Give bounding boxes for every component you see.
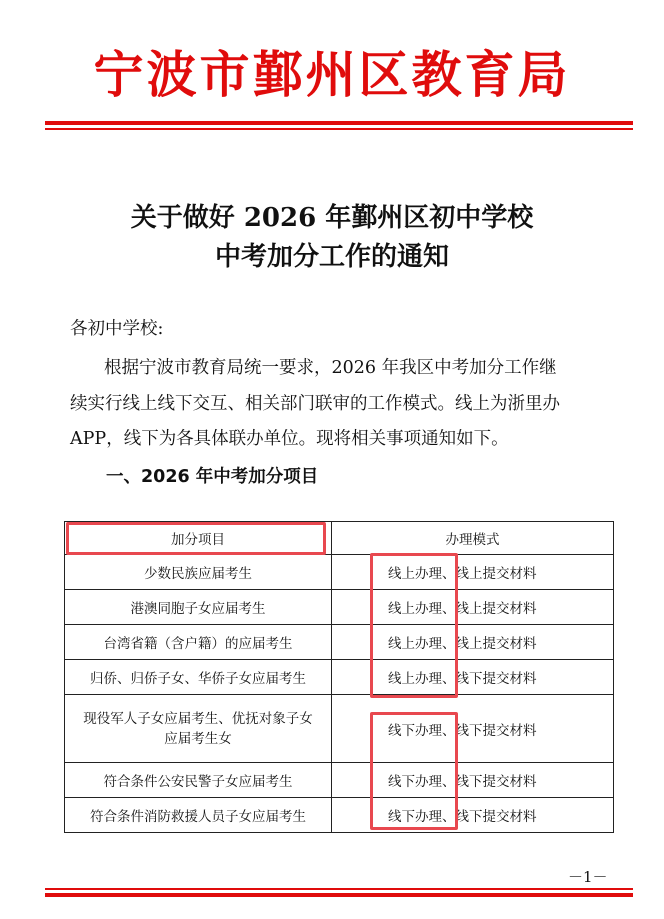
mode-materials: 、线上提交材料	[442, 636, 537, 652]
paragraph-line: 根据宁波市教育局统一要求，2026 年我区中考加分工作继	[104, 358, 557, 378]
mode-handling: 线下办理	[388, 722, 442, 739]
highlight-offline-box	[370, 712, 458, 830]
footer-rule-thick	[45, 893, 633, 897]
letterhead-title: 宁波市鄞州区教育局	[93, 45, 571, 104]
mode-materials: 、线上提交材料	[442, 566, 537, 582]
table-row	[65, 695, 614, 763]
table-row	[65, 798, 614, 833]
table-row	[65, 763, 614, 798]
item-cell: 符合条件公安民警子女应届考生	[65, 763, 332, 798]
item-cell: 港澳同胞子女应届考生	[65, 590, 332, 625]
section-heading: 一、2026 年中考加分项目	[106, 467, 319, 487]
column-header-item: 加分项目	[65, 522, 332, 555]
mode-materials: 、线下提交材料	[442, 774, 537, 790]
letterhead-rule-thick	[45, 121, 633, 125]
table-row	[65, 555, 614, 590]
document-title-line2: 中考加分工作的通知	[214, 242, 449, 272]
mode-handling: 线下办理	[388, 774, 442, 790]
highlight-header-box	[66, 522, 326, 555]
mode-materials: 、线上提交材料	[442, 601, 537, 617]
item-cell: 符合条件消防救援人员子女应届考生	[65, 798, 332, 833]
salutation: 各初中学校:	[70, 319, 164, 339]
item-cell: 台湾省籍（含户籍）的应届考生	[65, 625, 332, 660]
letterhead-rule-thin	[45, 128, 633, 130]
mode-materials: 、线下提交材料	[442, 809, 537, 825]
highlight-online-box	[370, 553, 458, 698]
bonus-items-table	[64, 521, 614, 833]
mode-handling: 线上办理	[388, 601, 442, 617]
footer-rule-thin	[45, 888, 633, 890]
mode-handling: 线上办理	[388, 636, 442, 652]
column-header-mode: 办理模式	[332, 522, 614, 555]
mode-handling: 线上办理	[388, 566, 442, 582]
item-cell: 归侨、归侨子女、华侨子女应届考生	[65, 660, 332, 695]
mode-handling: 线上办理	[388, 671, 442, 687]
item-cell-line1: 现役军人子女应届考生、优抚对象子女	[83, 710, 313, 727]
document-title-line1: 关于做好 2026 年鄞州区初中学校	[130, 203, 534, 233]
mode-materials: 、线下提交材料	[442, 671, 537, 687]
table-row	[65, 590, 614, 625]
item-cell: 少数民族应届考生	[65, 555, 332, 590]
item-cell	[65, 695, 332, 763]
table-row	[65, 625, 614, 660]
mode-handling: 线下办理	[388, 809, 442, 825]
mode-materials: 、线下提交材料	[442, 722, 537, 739]
paragraph-line: APP，线下为各具体联办单位。现将相关事项通知如下。	[70, 429, 509, 449]
page-number: －1－	[568, 868, 608, 886]
table-row	[65, 660, 614, 695]
item-cell-line2: 应届考生女	[164, 730, 232, 747]
paragraph-line: 续实行线上线下交互、相关部门联审的工作模式。线上为浙里办	[70, 394, 560, 414]
